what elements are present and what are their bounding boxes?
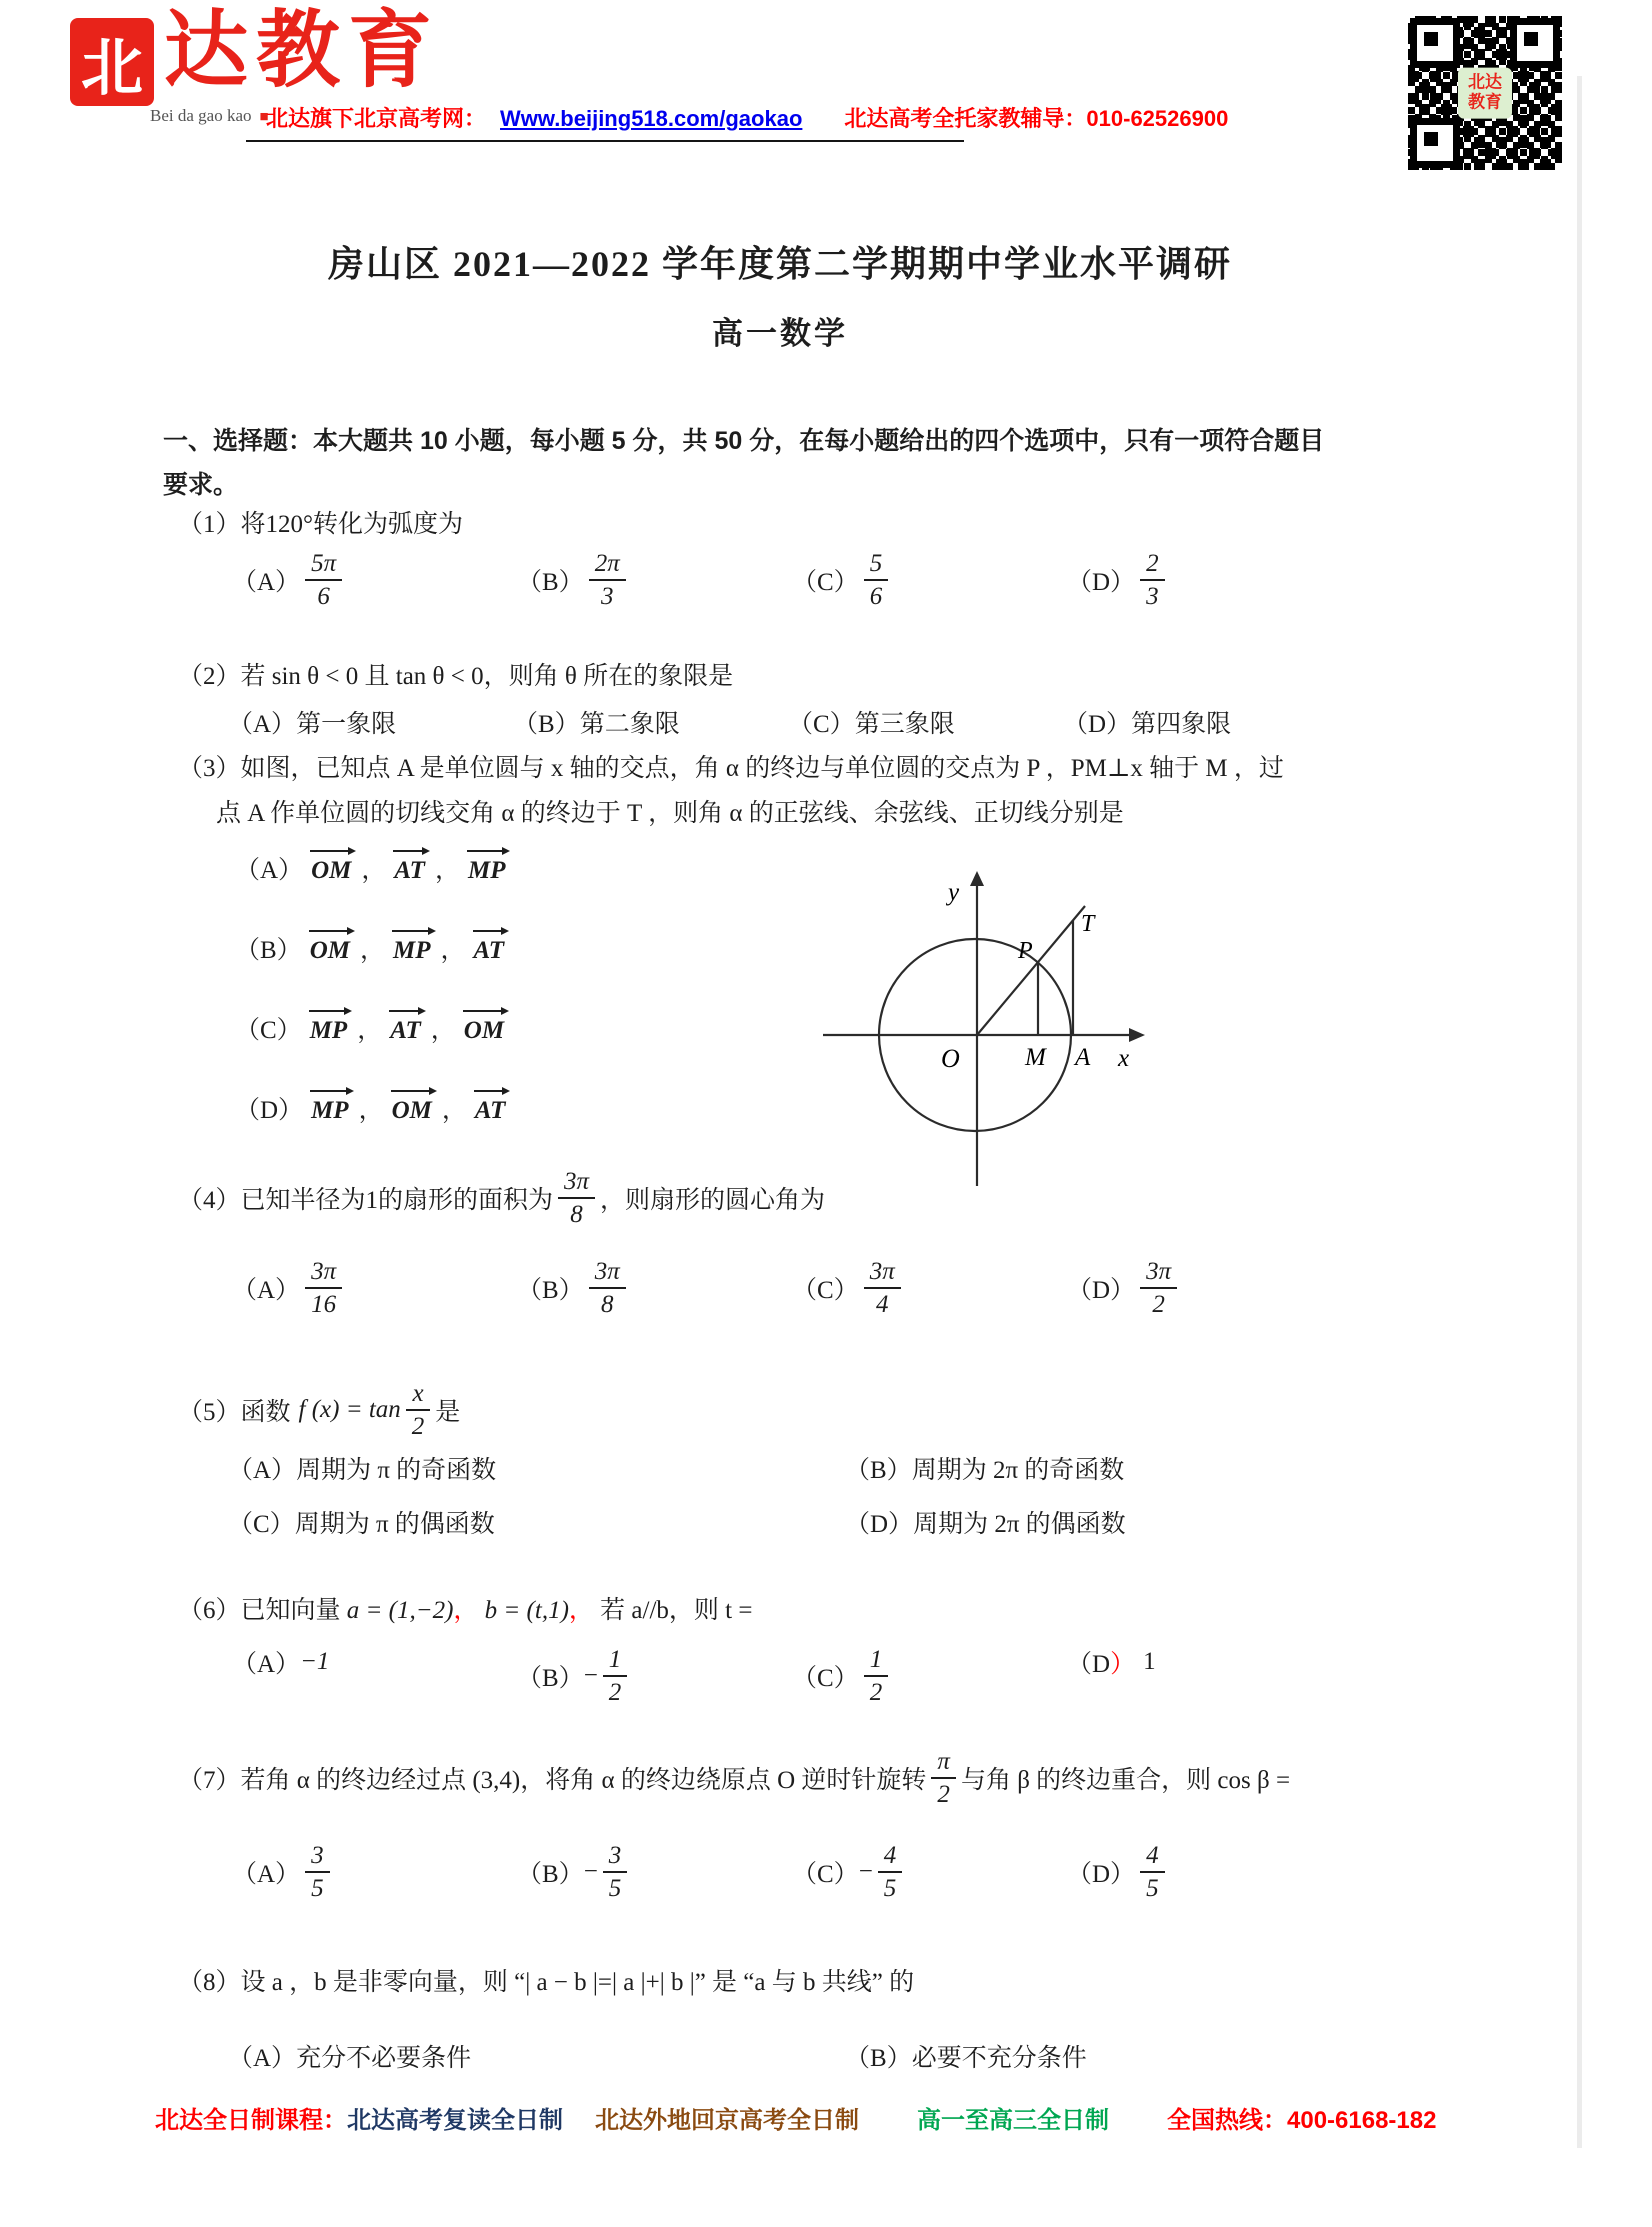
gaokao-site-link[interactable]: Www.beijing518.com/gaokao	[500, 106, 803, 131]
q1-option-d: （D） $\frac{2}{3}$	[1067, 548, 1170, 613]
question-3-stem	[178, 746, 1478, 836]
figure-label-o: O	[941, 1044, 960, 1073]
figure-label-p: P	[1018, 938, 1033, 964]
vector-arrow-icon	[391, 1090, 430, 1092]
figure-label-a: A	[1075, 1044, 1091, 1071]
page-edge-line	[1577, 76, 1582, 2148]
q1-option-b: （B） $\frac{2\pi}{3}$	[517, 548, 792, 613]
logo-pinyin: Bei da gao kao ■	[150, 106, 269, 125]
q6-option-d-red-paren: ）	[1110, 1651, 1136, 1678]
question-6-stem: （6）已知向量 a = (1,−2)， b = (t,1)， 若 a//b，则 t =	[178, 1597, 753, 1624]
vector-arrow-icon	[309, 1010, 346, 1012]
question-7-stem: （7）若角 α 的终边经过点 (3,4)，将角 α 的终边绕原点 O 逆时针旋转 $\frac{\pi}{2}$ 与角 β 的终边重合，则 cos β =	[178, 1748, 1291, 1809]
figure-label-x: x	[1118, 1045, 1130, 1072]
vector-arrow-icon	[463, 1010, 502, 1012]
q7-option-b: （B） − $\frac{3}{5}$	[517, 1840, 792, 1905]
q3-option-c: （C） MP ， AT ， OM	[235, 1010, 515, 1046]
red-square-bullet-icon: ■	[259, 109, 269, 125]
vector-arrow-icon	[310, 850, 349, 852]
section-line-1: 一、选择题：本大题共 10 小题，每小题 5 分，共 50 分，在每小题给出的四个选项中，只有一项符合题目	[163, 427, 1325, 455]
qr-finder-topright-icon	[1510, 18, 1560, 68]
q2-option-c: （C） 第三象限	[788, 711, 955, 738]
q6-option-c: （C） $\frac{1}{2}$	[792, 1644, 1067, 1709]
question-8-stem: （8）设 a ，b 是非零向量，则 “| a − b |=| a |+| b |” 是 “a 与 b 共线” 的	[178, 1969, 915, 1996]
q7-option-d: （D） $\frac{4}{5}$	[1067, 1840, 1170, 1905]
page-title: 房山区 2021—2022 学年度第二学期期中学业水平调研	[327, 244, 1232, 284]
q6-red-comma: ，	[453, 1597, 479, 1624]
section-heading	[163, 420, 1463, 508]
qr-code	[1408, 16, 1562, 170]
figure-label-y: y	[948, 879, 960, 906]
q5-option-b: （B） 周期为 2π 的奇函数	[845, 1457, 1125, 1484]
question-2-options	[228, 704, 1231, 740]
vector-arrow-icon	[389, 1010, 419, 1012]
q3-stem-line-2: 点 A 作单位圆的切线交角 α 的终边于 T ，则角 α 的正弦线、余弦线、正切线分别是	[216, 800, 1124, 827]
q7-option-a: （A） $\frac{3}{5}$	[232, 1840, 517, 1905]
beida-logo-seal	[70, 18, 154, 106]
vector-arrow-icon	[473, 930, 503, 932]
footer-course-1: 北达高考复读全日制	[347, 2107, 563, 2134]
question-4-options	[232, 1256, 1182, 1321]
q6-option-a: （A） −1	[232, 1648, 330, 1678]
qr-finder-topleft-icon	[1410, 18, 1460, 68]
q2-option-a: （A） 第一象限	[228, 711, 397, 738]
q4-option-d: （D） $\frac{3\pi}{2}$	[1067, 1256, 1182, 1321]
q5-option-a: （A） 周期为 π 的奇函数	[228, 1457, 497, 1484]
qr-finder-bottomleft-icon	[1410, 118, 1460, 168]
vector-arrow-icon	[392, 930, 429, 932]
q3-option-a: （A） OM ， AT ， MP	[235, 850, 515, 886]
question-7-options	[232, 1840, 1170, 1905]
footer-hotline-number: 400-6168-182	[1287, 2107, 1437, 2134]
q5-option-d: （D） 周期为 2π 的偶函数	[845, 1511, 1126, 1538]
q4-option-b: （B） $\frac{3\pi}{8}$	[517, 1256, 792, 1321]
question-2-stem: （2）若 sin θ < 0 且 tan θ < 0，则角 θ 所在的象限是	[178, 663, 734, 690]
q3-option-b: （B） OM ， MP ， AT	[235, 930, 515, 966]
footer-course-2: 北达外地回京高考全日制	[595, 2107, 859, 2134]
q1-option-c: （C） $\frac{5}{6}$	[792, 548, 1067, 613]
qr-center-label: 北达教育	[1458, 68, 1512, 119]
question-6-options	[232, 1644, 1156, 1709]
vector-arrow-icon	[393, 850, 423, 852]
vector-arrow-icon	[310, 1090, 347, 1092]
header-phone-number: 010-62526900	[1086, 106, 1229, 131]
footer-hotline-label: 全国热线：	[1167, 2107, 1287, 2134]
footer-label: 北达全日制课程：	[155, 2107, 347, 2134]
unit-circle-figure	[815, 868, 1155, 1193]
question-5-options-row-1	[228, 1450, 1124, 1486]
question-5-stem: （5）函数 f (x) = tan $\frac{x}{2}$ 是	[178, 1380, 461, 1441]
q6-option-d: （D ） 1	[1067, 1644, 1156, 1680]
y-axis-arrowhead-icon	[970, 871, 984, 886]
question-3-options	[235, 850, 515, 1170]
x-axis-arrowhead-icon	[1129, 1028, 1145, 1042]
question-8-options	[228, 2038, 1087, 2074]
section-line-2: 要求。	[163, 470, 239, 499]
question-5-options-row-2	[228, 1504, 1126, 1540]
question-1-stem: （1）将120°转化为弧度为	[178, 511, 463, 538]
header-divider-line	[246, 140, 964, 142]
q8-option-b: （B） 必要不充分条件	[845, 2045, 1087, 2072]
q2-option-d: （D） 第四象限	[1063, 711, 1232, 738]
question-1-options	[232, 548, 1170, 613]
figure-label-m: M	[1025, 1044, 1046, 1071]
q3-option-d: （D） MP ， OM ， AT	[235, 1090, 515, 1126]
footer-course-3: 高一至高三全日制	[917, 2107, 1109, 2134]
footer-banner	[155, 2100, 1436, 2135]
tagline-text-1: 北达旗下北京高考网：	[266, 106, 487, 131]
q1-option-a: （A） $\frac{5\pi}{6}$	[232, 548, 517, 613]
q2-option-b: （B） 第二象限	[513, 711, 680, 738]
question-4-stem: （4）已知半径为1的扇形的面积为 $\frac{3\pi}{8}$ ，则扇形的圆心角为	[178, 1168, 826, 1229]
beida-logo-script: 达教育	[164, 5, 441, 98]
q5-option-c: （C） 周期为 π 的偶函数	[228, 1511, 495, 1538]
figure-label-t: T	[1081, 911, 1095, 937]
page-subtitle: 高一数学	[712, 316, 848, 351]
q4-option-a: （A） $\frac{3\pi}{16}$	[232, 1256, 517, 1321]
vector-arrow-icon	[309, 930, 348, 932]
q7-option-c: （C） − $\frac{4}{5}$	[792, 1840, 1067, 1905]
seal-character: 北	[80, 34, 143, 103]
q3-stem-line-1: （3）如图，已知点 A 是单位圆与 x 轴的交点，角 α 的终边与单位圆的交点为 P ，PM⊥x 轴于 M ，过	[178, 755, 1284, 782]
q4-option-c: （C） $\frac{3\pi}{4}$	[792, 1256, 1067, 1321]
vector-arrow-icon	[467, 850, 504, 852]
vector-arrow-icon	[474, 1090, 504, 1092]
q6-option-b: （B） − $\frac{1}{2}$	[517, 1644, 792, 1709]
tagline-text-2: 北达高考全托家教辅导：	[844, 106, 1087, 131]
header-tagline	[266, 102, 1228, 133]
q6-red-comma: ，	[568, 1597, 594, 1624]
q8-option-a: （A） 充分不必要条件	[228, 2045, 472, 2072]
